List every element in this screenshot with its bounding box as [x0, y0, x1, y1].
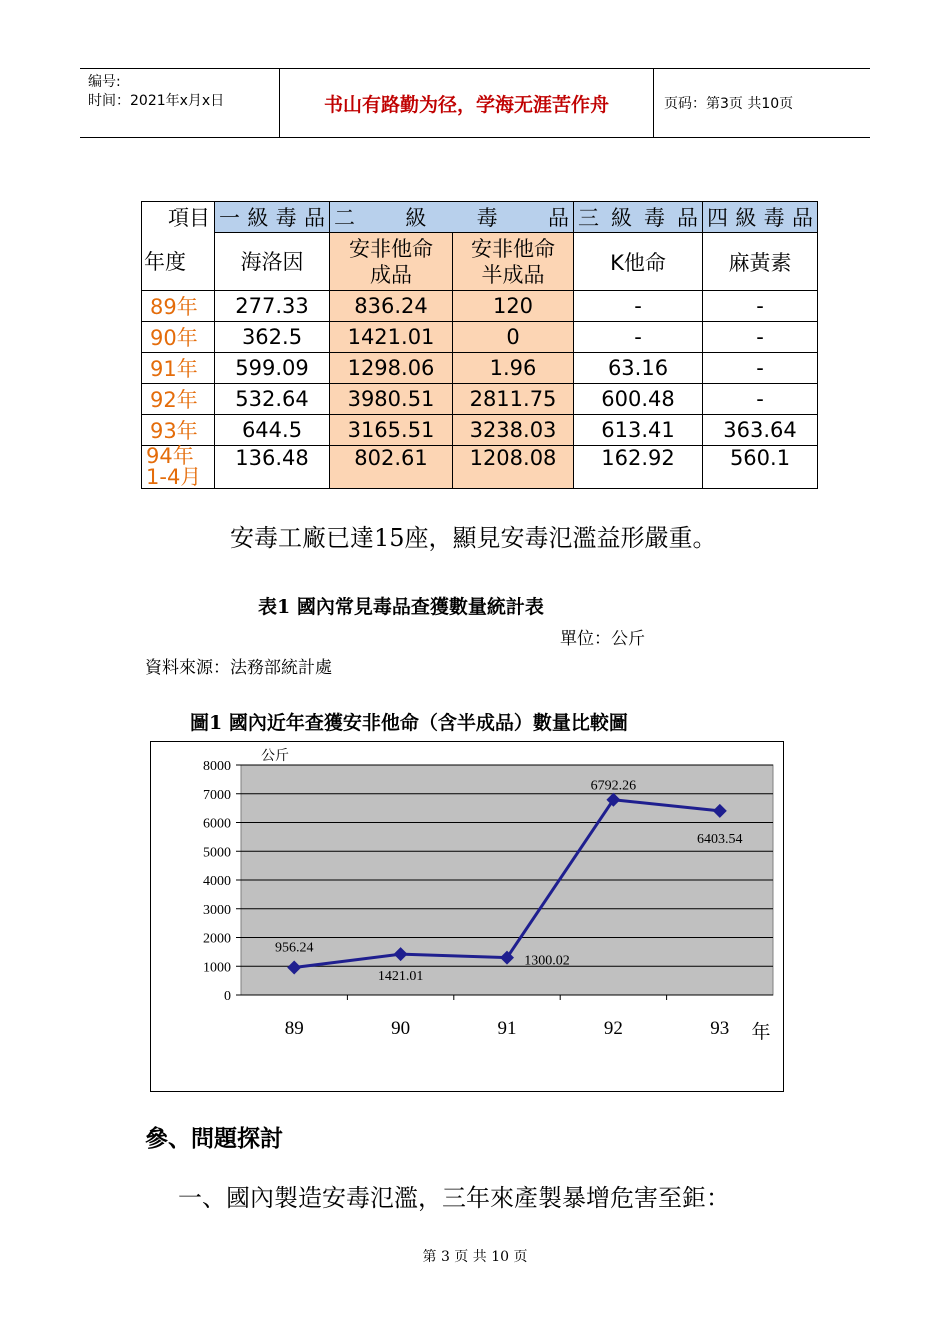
- header-item: 項目: [142, 202, 215, 233]
- row-value: -: [703, 291, 818, 322]
- y-tick-label: 1000: [203, 960, 231, 976]
- drug-seizure-table: [141, 201, 818, 489]
- row-value: 3165.51: [330, 415, 453, 446]
- row-value: 136.48: [215, 446, 330, 489]
- x-axis-unit-label: 年: [751, 1021, 771, 1043]
- row-value: 63.16: [574, 353, 703, 384]
- row-year: 92年: [142, 384, 215, 415]
- x-tick-label: 93: [710, 1018, 730, 1039]
- row-value: 836.24: [330, 291, 453, 322]
- table-subheader-row: [142, 233, 818, 291]
- row-value: 277.33: [215, 291, 330, 322]
- subheader-heroin: 海洛因: [215, 233, 330, 291]
- chart-caption: 圖1 國內近年查獲安非他命（含半成品）數量比較圖: [190, 712, 628, 734]
- section-title: 參、問題探討: [145, 1125, 283, 1152]
- header-grade-4: 四級毒品: [703, 202, 818, 233]
- row-value: 613.41: [574, 415, 703, 446]
- unit-text: 單位：公斤: [560, 629, 645, 649]
- body-text: 安毒工廠已達15座，顯見安毒氾濫益形嚴重。: [230, 524, 717, 552]
- row-value: 1.96: [453, 353, 574, 384]
- row-value: 1208.08: [453, 446, 574, 489]
- row-value: 2811.75: [453, 384, 574, 415]
- line-chart-container: [150, 741, 784, 1092]
- table-row: [142, 291, 818, 322]
- row-value: -: [703, 353, 818, 384]
- document-time: 时间：2021年x月x日: [88, 93, 225, 109]
- row-value: 162.92: [574, 446, 703, 489]
- x-tick-label: 89: [284, 1018, 304, 1039]
- table-header-row: [142, 202, 818, 233]
- y-tick-label: 0: [224, 989, 231, 1004]
- y-tick-label: 8000: [203, 759, 231, 774]
- table-row: [142, 446, 818, 489]
- row-value: 644.5: [215, 415, 330, 446]
- y-tick-label: 2000: [203, 931, 231, 947]
- subheader-ephedrine: 麻黃素: [703, 233, 818, 291]
- row-value: -: [574, 322, 703, 353]
- header-grade-1: 一級毒品: [215, 202, 330, 233]
- table-row: [142, 353, 818, 384]
- data-label: 6792.26: [590, 778, 637, 794]
- row-value: 363.64: [703, 415, 818, 446]
- source-text: 資料來源：法務部統計處: [145, 658, 332, 678]
- y-tick-label: 4000: [203, 874, 231, 889]
- row-value: 3980.51: [330, 384, 453, 415]
- data-label: 1300.02: [524, 953, 570, 969]
- header-year: 年度: [142, 233, 215, 291]
- row-value: 1421.01: [330, 322, 453, 353]
- data-label: 6403.54: [697, 831, 743, 847]
- subheader-amph-semi: 安非他命 半成品: [453, 233, 574, 291]
- x-tick-label: 92: [603, 1018, 623, 1039]
- header-meta: [80, 69, 280, 137]
- subheader-amph-finished: 安非他命 成品: [330, 233, 453, 291]
- sub-title: 一、國內製造安毒氾濫，三年來產製暴增危害至鉅：: [178, 1184, 730, 1212]
- table-caption: 表1 國內常見毒品查獲數量統計表: [258, 596, 544, 618]
- data-label: 956.24: [274, 940, 314, 956]
- row-value: 532.64: [215, 384, 330, 415]
- row-value: 3238.03: [453, 415, 574, 446]
- row-value: 1298.06: [330, 353, 453, 384]
- header-grade-3: 三級毒品: [574, 202, 703, 233]
- row-value: 120: [453, 291, 574, 322]
- row-value: -: [703, 384, 818, 415]
- row-year: 89年: [142, 291, 215, 322]
- row-value: -: [703, 322, 818, 353]
- y-tick-label: 7000: [203, 787, 231, 803]
- row-year: 94年 1-4月: [142, 446, 215, 489]
- table-row: [142, 384, 818, 415]
- row-value: 362.5: [215, 322, 330, 353]
- header-page-info: 页码：第3页 共10页: [664, 96, 794, 112]
- header-motto: 书山有路勤为径，学海无涯苦作舟: [280, 69, 654, 137]
- y-tick-label: 3000: [203, 902, 231, 918]
- x-tick-label: 91: [497, 1018, 517, 1039]
- row-year: 90年: [142, 322, 215, 353]
- page-header: [80, 68, 870, 138]
- row-value: 600.48: [574, 384, 703, 415]
- page-footer: 第 3 页 共 10 页: [422, 1249, 528, 1265]
- subheader-ketamine: K他命: [574, 233, 703, 291]
- table-row: [142, 322, 818, 353]
- row-value: 599.09: [215, 353, 330, 384]
- row-value: -: [574, 291, 703, 322]
- y-axis-unit-label: 公斤: [261, 748, 289, 764]
- data-label: 1421.01: [377, 969, 424, 985]
- table-row: [142, 415, 818, 446]
- document-number: 编号:: [88, 74, 121, 90]
- row-year: 93年: [142, 415, 215, 446]
- row-value: 560.1: [703, 446, 818, 489]
- y-tick-label: 5000: [203, 845, 231, 861]
- line-chart: [151, 742, 783, 1091]
- x-tick-label: 90: [391, 1018, 411, 1039]
- row-year: 91年: [142, 353, 215, 384]
- row-value: 0: [453, 322, 574, 353]
- row-value: 802.61: [330, 446, 453, 489]
- y-tick-label: 6000: [203, 816, 231, 832]
- header-grade-2: 二級毒品: [330, 202, 574, 233]
